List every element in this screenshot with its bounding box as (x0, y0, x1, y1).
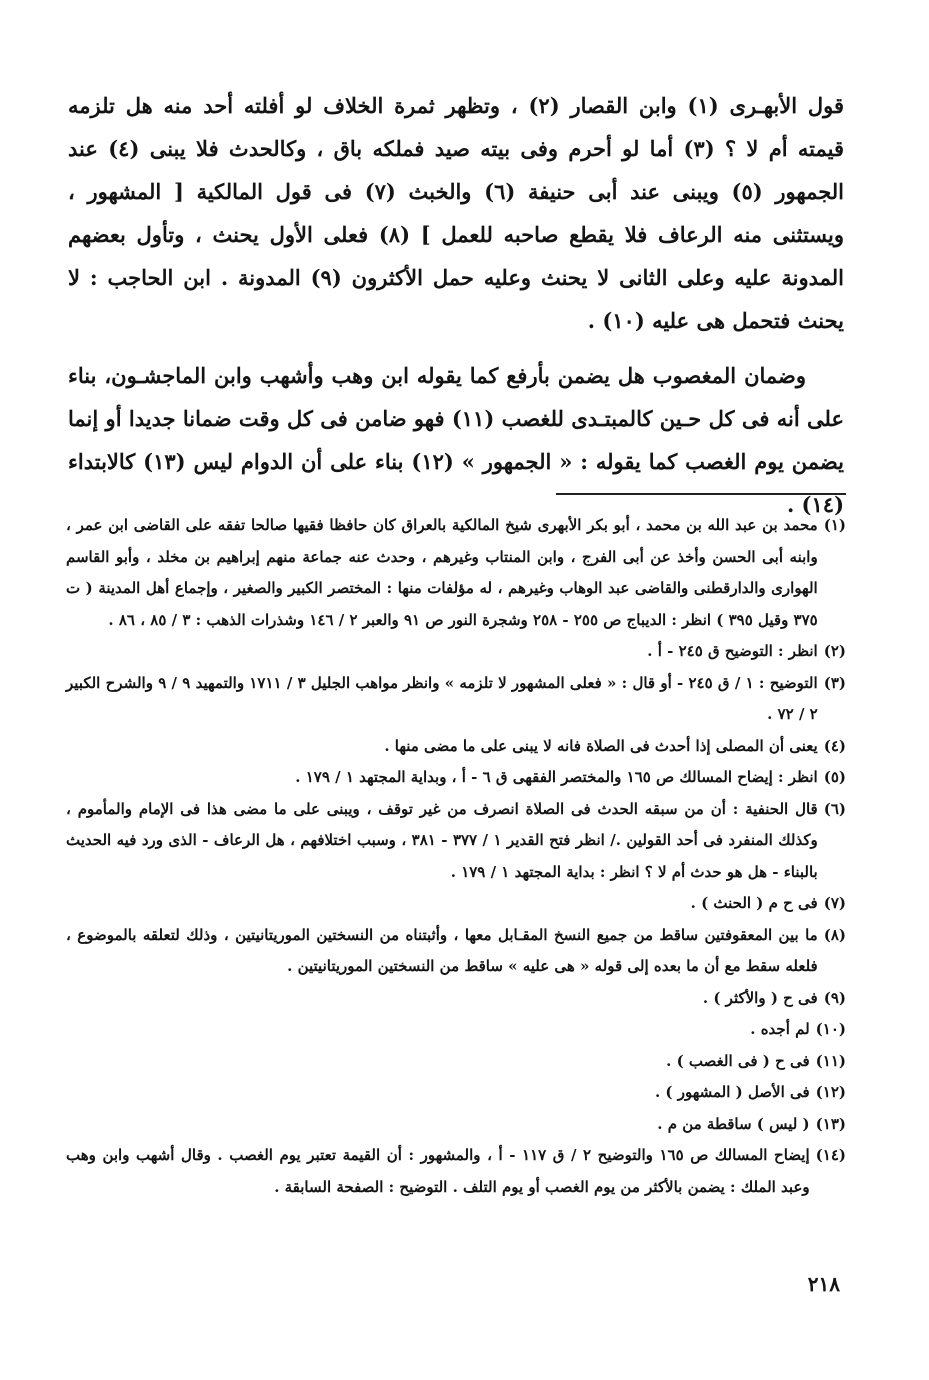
footnote-separator (556, 493, 846, 495)
footnote-number: (١٠) (815, 1020, 846, 1038)
footnote-14 (66, 1140, 846, 1203)
footnote-number: (٤) (823, 736, 846, 755)
footnote-text: قال الحنفية : أن من سبقه الحدث فى الصلاة انصرف من غير توقف ، ويبنى على ما مضى هذا فى الإمام والمأموم ، وكذلك المنفرد فى أحد القولين ./ انظر فتح القدير ١ / ٣٧٧ - ٣٨١ ، وسبب اختلافهم ، هل الرعاف - الذى ورد فيه الحديث بالبناء - هل هو حدث أم لا ؟ انظر : بداية المجتهد ١ / ١٧٩ . (66, 799, 818, 881)
footnote-10 (66, 1014, 846, 1046)
footnote-text: ( ليس ) ساقطة من م . (657, 1114, 810, 1133)
footnote-number: (١٣) (815, 1114, 846, 1133)
footnote-2 (66, 636, 846, 668)
footnote-text: التوضيح : ١ / ق ٢٤٥ - أو قال : « فعلى المشهور لا تلزمه » وانظر مواهب الجليل ٣ / ١٧١١ والتمهيد ٩ / ٩ والشرح الكبير ٢ / ٧٢ . (66, 673, 818, 723)
main-text (68, 84, 844, 526)
footnote-5 (66, 762, 846, 794)
footnote-text: فى ح ( فى الغصب ) . (666, 1051, 810, 1070)
footnote-12 (66, 1077, 846, 1109)
footnote-text: إيضاح المسالك ص ١٦٥ والتوضيح ٢ / ق ١١٧ - أ ، والمشهور : أن القيمة تعتبر يوم الغصب . وقال أشهب وابن وهب وعبد الملك : يضمن بالأكثر من يوم الغصب أو يوم التلف . التوضيح : الصفحة السابقة . (66, 1146, 810, 1196)
footnote-text: لم أجده . (750, 1020, 810, 1038)
footnote-1 (66, 510, 846, 636)
footnote-text: محمد بن عبد الله بن محمد ، أبو بكر الأبهرى شيخ المالكية بالعراق كان حافظا فقيها صالحا تفقه على القاضى ابن عمر ، وابنه أبى الحسن وأخذ عن أبى الفرج ، وابن المنتاب وغيرهم ، وحدث عنه جماعة منهم إبراهيم بن مخلد ، وأبو القاسم الهوارى والدارقطنى والقاضى عبد الوهاب وغيرهم ، له مؤلفات منها : المختصر الكبير والصغير ، وإجماع أهل المدينة ( ت ٣٧٥ وقيل ٣٩٥ ) انظر : الديباج ص ٢٥٥ - ٢٥٨ وشجرة النور ص ٩١ والعبر ٢ / ١٤٦ وشذرات الذهب : ٣ / ٨٥ ، ٨٦ . (66, 516, 818, 629)
footnote-text: يعنى أن المصلى إذا أحدث فى الصلاة فانه لا يبنى على ما مضى منها . (384, 736, 818, 755)
footnote-text: فى الأصل ( المشهور ) . (654, 1083, 810, 1101)
footnote-number: (١١) (815, 1051, 846, 1070)
footnote-7 (66, 888, 846, 920)
footnote-4 (66, 731, 846, 763)
footnote-text: فى ح ( والأكثر ) . (702, 988, 818, 1007)
footnote-text: ما بين المعقوفتين ساقط من جميع النسخ المقـابل معها ، وأثبتناه من النسختين الموريتانيتين ، وذلك لتعلقه بالموضوع ، فلعله سقط مع أن ما بعده إلى قوله « هى عليه » ساقط من النسختين الموريتانيتين . (66, 925, 818, 975)
page-number: ٢١٨ (807, 1272, 840, 1296)
footnote-number: (٥) (823, 768, 846, 786)
footnote-6 (66, 794, 846, 889)
footnote-number: (١٤) (815, 1146, 846, 1164)
footnote-number: (٣) (823, 673, 846, 692)
footnote-number: (٨) (823, 925, 846, 944)
main-paragraph-1: قول الأبهـرى (١) وابن القصار (٢) ، وتظهر ثمرة الخلاف لو أفلته أحد منه هل تلزمه قيمته أم لا ؟ (٣) أما لو أحرم وفى بيته صيد فملكه باق ، وكالحدث فلا يبنى (٤) عند الجمهور (٥) ويبنى عند أبى حنيفة (٦) والخبث (٧) فى قول المالكية [ المشهور ، ويستثنى منه الرعاف فلا يقطع صاحبه للعمل ] (٨) فعلى الأول يحنث ، وتأول بعضهم المدونة عليه وعلى الثانى لا يحنث وعليه حمل الأكثرون (٩) المدونة . ابن الحاجب : لا يحنث فتحمل هى عليه (١٠) . (68, 93, 845, 333)
footnote-text: انظر : إيضاح المسالك ص ١٦٥ والمختصر الفقهى ق ٦ - أ ، وبداية المجتهد ١ / ١٧٩ . (295, 768, 818, 786)
footnote-number: (٧) (823, 894, 846, 912)
footnote-number: (١٢) (815, 1083, 846, 1101)
footnote-number: (١) (823, 516, 846, 534)
footnote-8 (66, 920, 846, 983)
footnote-text: انظر : التوضيح ق ٢٤٥ - أ . (647, 642, 818, 660)
footnote-number: (٩) (823, 988, 846, 1007)
footnote-3 (66, 668, 846, 731)
footnote-11 (66, 1046, 846, 1078)
footnote-13 (66, 1109, 846, 1141)
footnote-number: (٦) (823, 799, 846, 818)
footnotes (66, 510, 846, 1203)
main-paragraph-2: وضمان المغصوب هل يضمن بأرفع كما يقوله ابن وهب وأشهب وابن الماجشـون، بناء على أنه فى كل حـين كالمبتـدى للغصب (١١) فهو ضامن فى كل وقت ضمانا جديدا أو إنما يضمن يوم الغصب كما يقوله : « الجمهور » (١٢) بناء على أن الدوام ليس (١٣) كالابتداء (١٤) . (68, 363, 844, 517)
footnote-text: فى ح م ( الحنث ) . (690, 894, 818, 912)
footnote-9 (66, 983, 846, 1015)
footnote-number: (٢) (823, 642, 846, 660)
